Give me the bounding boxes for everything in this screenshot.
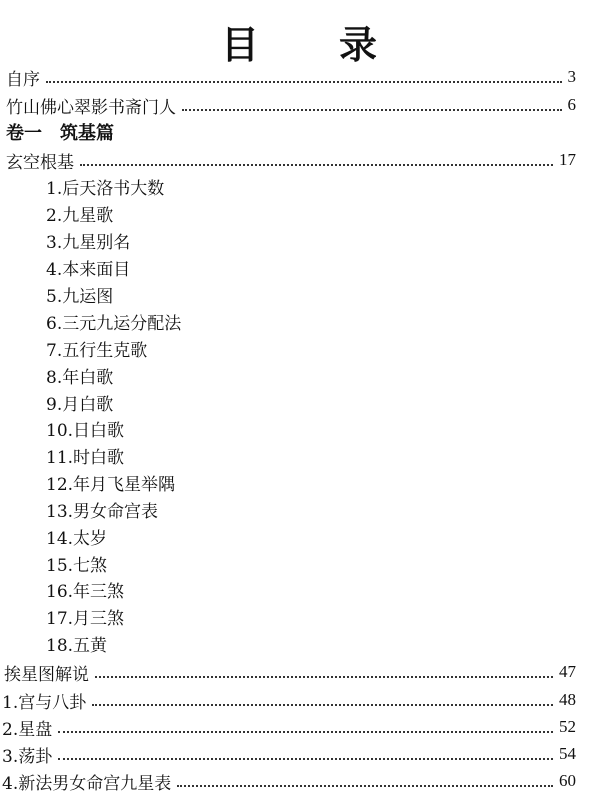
toc-entry-nine-star-table[interactable]	[2, 767, 582, 795]
toc-subitem[interactable]: 11.时白歌	[46, 448, 125, 468]
toc-entry-disciples[interactable]	[6, 91, 582, 119]
toc-subitem[interactable]: 17.月三煞	[46, 609, 125, 629]
title-char-1: 目	[220, 23, 261, 67]
toc-subitem[interactable]: 6.三元九运分配法	[46, 314, 182, 334]
toc-section-xuankong[interactable]	[6, 146, 582, 174]
leader-dots	[177, 785, 553, 787]
toc-subitem[interactable]: 13.男女命宫表	[46, 502, 159, 522]
toc-subitem[interactable]: 3.九星别名	[46, 233, 131, 253]
leader-dots	[92, 704, 553, 706]
toc-entry-page: 47	[559, 662, 576, 681]
toc-entry-page: 6	[567, 95, 576, 114]
toc-subitem[interactable]: 10.日白歌	[46, 421, 125, 441]
leader-dots	[80, 164, 553, 166]
toc-section-aixing[interactable]	[4, 658, 582, 686]
toc-subitem[interactable]: 16.年三煞	[46, 582, 125, 602]
toc-subitem[interactable]: 2.九星歌	[46, 206, 114, 226]
toc-entry-label: 1.宫与八卦	[2, 692, 87, 713]
toc-entry-page: 52	[559, 717, 576, 736]
toc-entry-star-chart[interactable]	[2, 713, 582, 741]
leader-dots	[95, 676, 553, 678]
toc-subitem[interactable]: 1.后天洛书大数	[46, 179, 165, 199]
toc-entry-page: 48	[559, 690, 576, 709]
toc-subitem[interactable]: 9.月白歌	[46, 395, 114, 415]
page-title	[0, 14, 600, 69]
toc-entry-label: 3.荡卦	[2, 746, 53, 767]
toc-subitem[interactable]: 4.本来面目	[46, 260, 131, 280]
toc-entry-label: 2.星盘	[2, 719, 53, 740]
leader-dots	[182, 109, 562, 111]
toc-entry-preface[interactable]	[6, 63, 582, 91]
toc-subitem[interactable]: 14.太岁	[46, 529, 108, 549]
toc-subitem[interactable]: 8.年白歌	[46, 368, 114, 388]
toc-entry-label: 竹山佛心翠影书斋门人	[6, 97, 176, 118]
leader-dots	[46, 81, 562, 83]
toc-entry-page: 17	[559, 150, 576, 169]
leader-dots	[58, 758, 553, 760]
toc-entry-palace-trigram[interactable]	[2, 686, 582, 714]
toc-entry-page: 3	[567, 67, 576, 86]
toc-subitem[interactable]: 7.五行生克歌	[46, 341, 148, 361]
toc-subitem[interactable]: 15.七煞	[46, 556, 108, 576]
toc-subitem[interactable]: 12.年月飞星举隅	[46, 475, 176, 495]
toc-subitem[interactable]: 5.九运图	[46, 287, 114, 307]
toc-subitem[interactable]: 18.五黄	[46, 636, 108, 656]
toc-entry-page: 60	[559, 771, 576, 790]
volume-heading: 卷一 筑基篇	[6, 123, 114, 144]
toc-entry-page: 54	[559, 744, 576, 763]
leader-dots	[58, 731, 553, 733]
title-char-2: 录	[339, 23, 380, 67]
toc-entry-label: 玄空根基	[6, 152, 74, 173]
toc-entry-label: 4.新法男女命宫九星表	[2, 773, 172, 794]
toc-entry-label: 自序	[6, 69, 40, 90]
toc-entry-dang-gua[interactable]	[2, 740, 582, 768]
toc-entry-label: 挨星图解说	[4, 664, 89, 685]
